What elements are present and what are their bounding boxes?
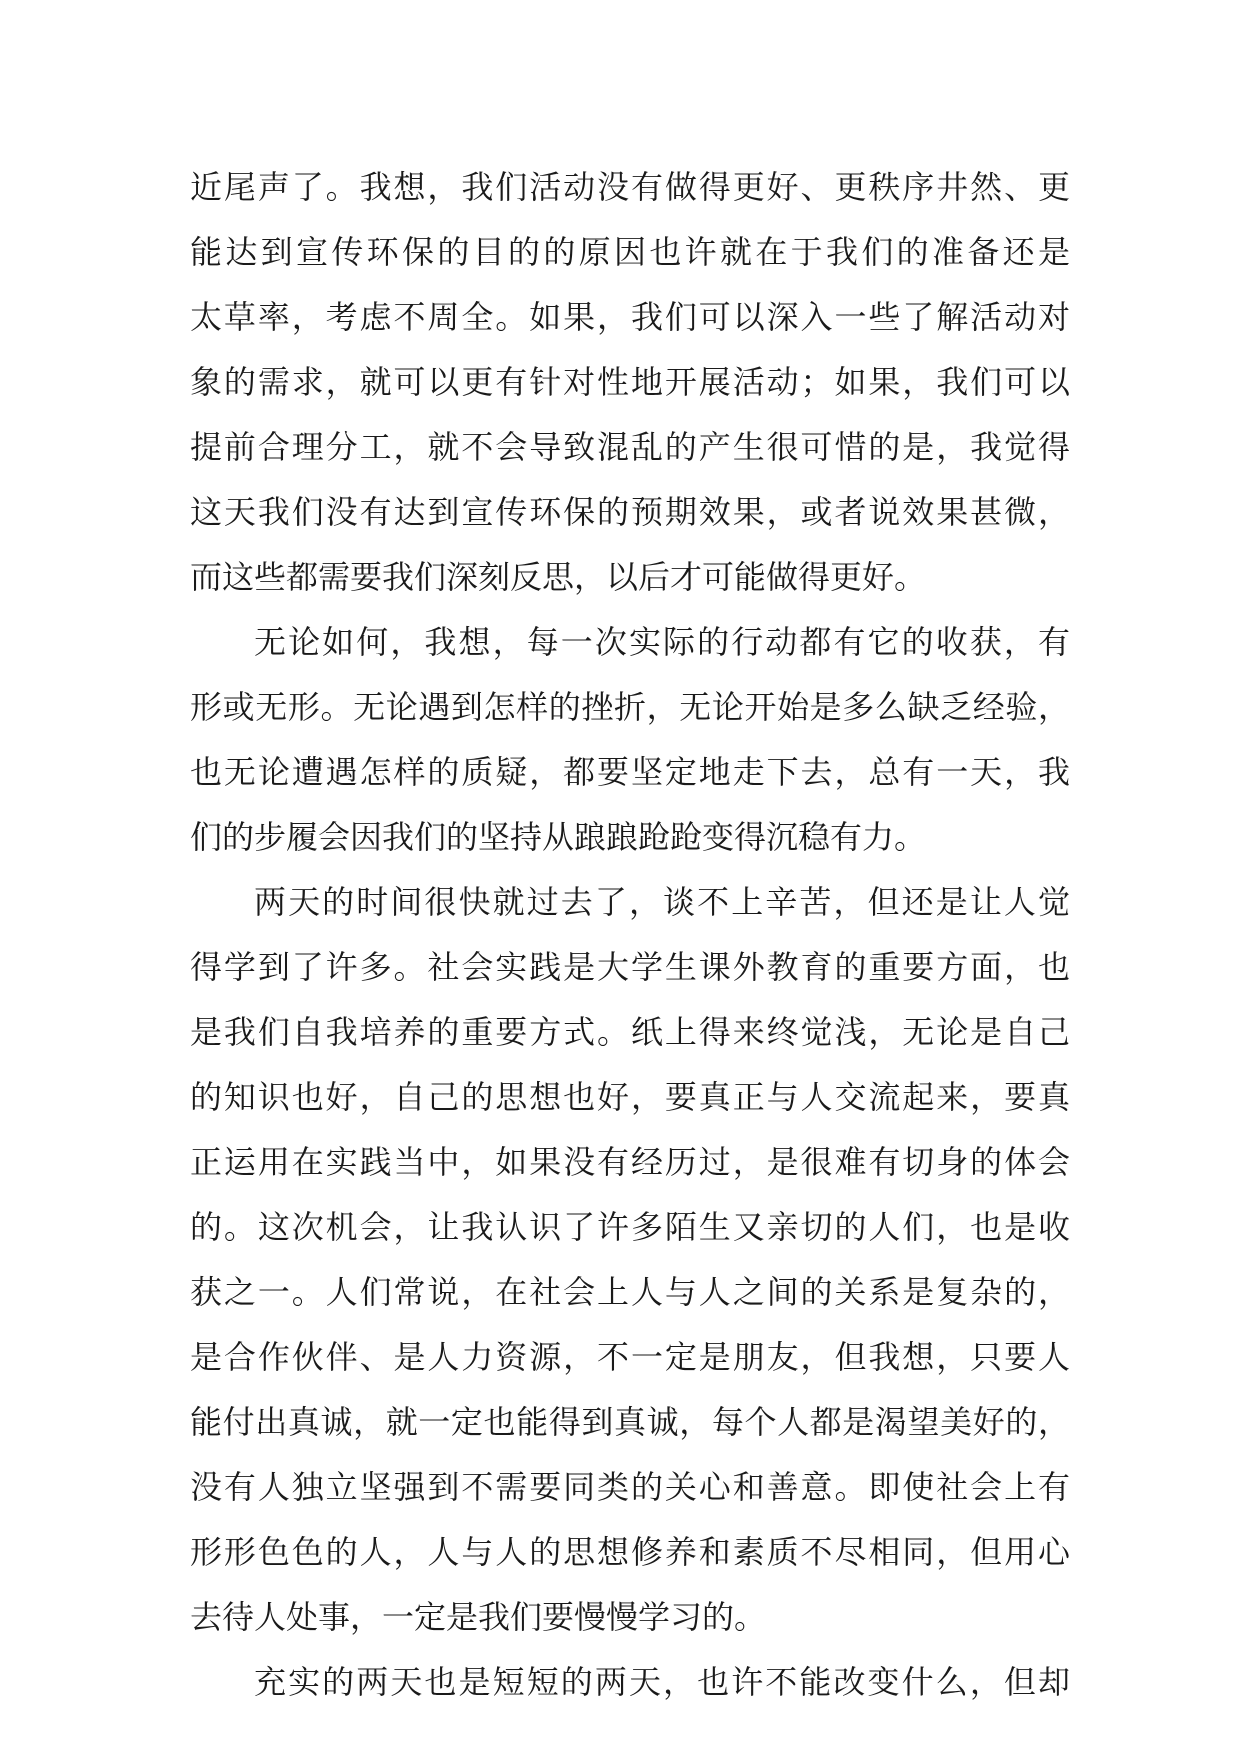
text-line: 两天的时间很快就过去了，谈不上辛苦，但还是让人觉 [254,883,1070,921]
text-line: 获之一。人们常说，在社会上人与人之间的关系是复杂的， [190,1273,1070,1311]
text-line: 这天我们没有达到宣传环保的预期效果，或者说效果甚微， [190,493,1070,531]
text-line: 象的需求，就可以更有针对性地开展活动；如果，我们可以 [190,363,1070,401]
text-line: 是我们自我培养的重要方式。纸上得来终觉浅，无论是自己 [190,1013,1070,1051]
document-body [190,155,1070,1715]
text-line: 的。这次机会，让我认识了许多陌生又亲切的人们，也是收 [190,1208,1070,1246]
text-line: 能达到宣传环保的目的的原因也许就在于我们的准备还是 [190,233,1070,271]
text-line: 是合作伙伴、是人力资源，不一定是朋友，但我想，只要人 [190,1338,1070,1376]
text-line: 正运用在实践当中，如果没有经历过，是很难有切身的体会 [190,1143,1070,1181]
text-line: 去待人处事，一定是我们要慢慢学习的。 [190,1598,767,1636]
text-line: 太草率，考虑不周全。如果，我们可以深入一些了解活动对 [190,298,1070,336]
text-line: 没有人独立坚强到不需要同类的关心和善意。即使社会上有 [190,1468,1070,1506]
text-line: 能付出真诚，就一定也能得到真诚，每个人都是渴望美好的， [190,1403,1070,1441]
text-line: 们的步履会因我们的坚持从踉踉跄跄变得沉稳有力。 [190,818,927,856]
text-line: 形形色色的人，人与人的思想修养和素质不尽相同，但用心 [190,1533,1070,1571]
text-line: 近尾声了。我想，我们活动没有做得更好、更秩序井然、更 [190,168,1070,206]
text-line: 也无论遭遇怎样的质疑，都要坚定地走下去，总有一天，我 [190,753,1070,791]
text-line: 提前合理分工，就不会导致混乱的产生很可惜的是，我觉得 [190,428,1070,466]
text-line: 形或无形。无论遇到怎样的挫折，无论开始是多么缺乏经验， [190,688,1070,726]
text-line: 而这些都需要我们深刻反思，以后才可能做得更好。 [190,558,927,596]
text-line: 得学到了许多。社会实践是大学生课外教育的重要方面，也 [190,948,1070,986]
text-line: 的知识也好，自己的思想也好，要真正与人交流起来，要真 [190,1078,1070,1116]
text-line: 无论如何，我想，每一次实际的行动都有它的收获，有 [254,623,1070,661]
text-line: 充实的两天也是短短的两天，也许不能改变什么，但却 [254,1663,1070,1701]
